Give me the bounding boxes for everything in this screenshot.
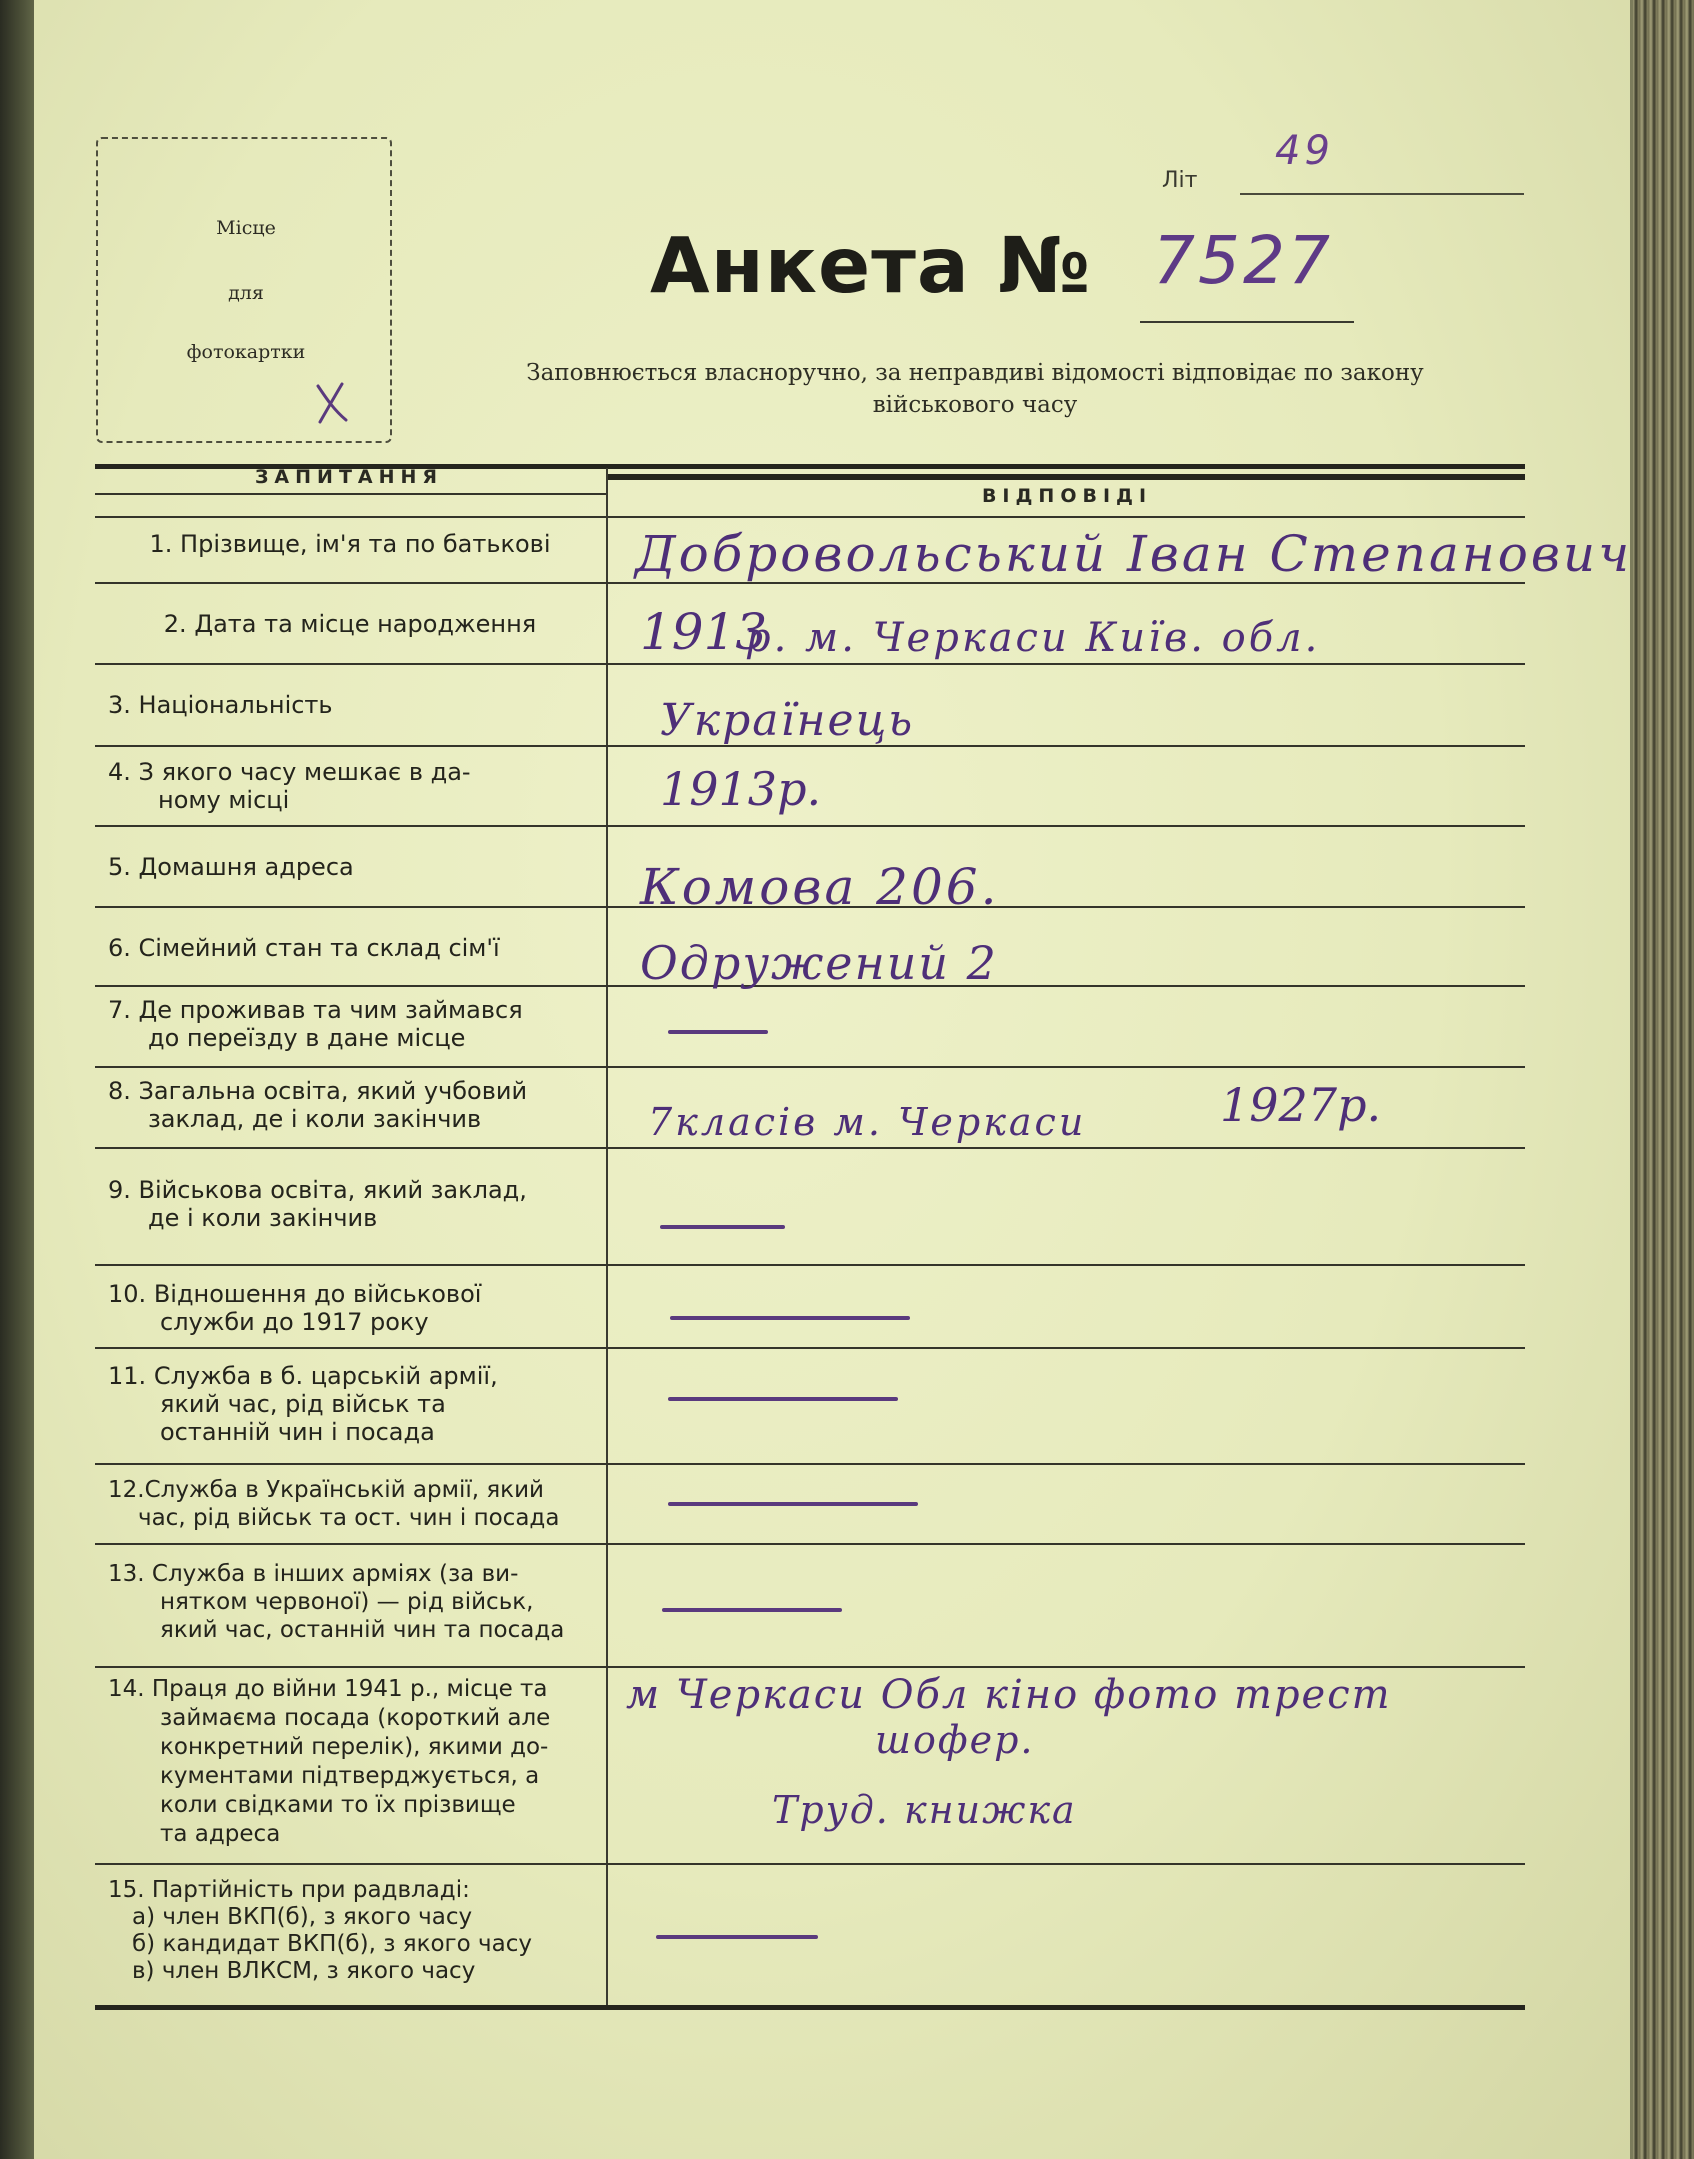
question-number: 10. <box>108 1280 147 1308</box>
answer-11-dash <box>668 1397 898 1401</box>
question-7 <box>100 996 606 1052</box>
answer-7-dash <box>668 1030 768 1034</box>
question-text: Партійність при радвладі: <box>151 1877 470 1903</box>
form-number-handwritten: 7527 <box>1153 222 1333 299</box>
question-text: заклад, де і коли закінчив <box>148 1105 482 1133</box>
answer-8-school: 7класів м. Черкаси <box>648 1100 1087 1144</box>
question-10 <box>100 1280 606 1336</box>
row-rule <box>95 1666 1525 1668</box>
row-rule <box>95 1347 1525 1349</box>
row-rule <box>95 1863 1525 1865</box>
table-bottom-rule <box>95 2005 1525 2010</box>
question-text: останній чин і посада <box>160 1418 435 1446</box>
question-text: Домашня адреса <box>138 853 354 881</box>
question-text: який час, рід військ та <box>160 1390 446 1418</box>
question-number: 7. <box>108 996 131 1024</box>
question-text: служби до 1917 року <box>160 1308 429 1336</box>
question-5 <box>100 853 606 881</box>
title-number-underline <box>1140 321 1354 323</box>
question-text: нятком червоної) — рід військ, <box>160 1589 534 1615</box>
sheet-label: Літ <box>1162 168 1198 193</box>
question-number: 5. <box>108 853 131 881</box>
row-rule <box>95 1066 1525 1068</box>
question-number: 3. <box>108 691 131 719</box>
row-rule <box>95 825 1525 827</box>
page-stack-edge <box>1630 0 1694 2159</box>
answer-1-full-name: Добровольський Іван Степанович <box>635 525 1633 583</box>
answer-10-dash <box>670 1316 910 1320</box>
question-12 <box>100 1476 606 1532</box>
question-number: 9. <box>108 1176 131 1204</box>
handwritten-x-mark <box>312 378 352 426</box>
question-1 <box>100 530 606 558</box>
sheet-underline <box>1240 193 1524 195</box>
form-instructions <box>430 357 1520 421</box>
answer-3-nationality: Українець <box>660 695 915 746</box>
question-text: б) кандидат ВКП(б), з якого часу <box>132 1931 532 1957</box>
instructions-line2: військового часу <box>872 392 1078 418</box>
question-text: Служба в б. царській армії, <box>153 1362 498 1390</box>
answers-column-header: ВІДПОВІДІ <box>981 485 1153 507</box>
questions-column-header: ЗАПИТАННЯ <box>254 466 444 488</box>
answer-14-line1: м Черкаси Обл кіно фото трест <box>626 1672 1392 1718</box>
right-header-rule <box>606 474 1525 480</box>
photo-label-line2: для <box>228 282 264 304</box>
header-bottom-rule <box>95 516 1525 518</box>
answer-4-since-when: 1913р. <box>660 762 822 816</box>
question-text: займаєма посада (короткий але <box>160 1705 551 1731</box>
question-text: Загальна освіта, який учбовий <box>138 1077 528 1105</box>
question-3 <box>100 691 606 719</box>
question-text: ному місці <box>158 786 290 814</box>
row-rule <box>95 1264 1525 1266</box>
row-rule <box>95 1543 1525 1545</box>
question-text: Де проживав та чим займався <box>138 996 523 1024</box>
question-number: 14. <box>108 1676 145 1702</box>
photo-label-line3: фотокартки <box>186 341 306 363</box>
question-text: де і коли закінчив <box>148 1204 378 1232</box>
question-14 <box>100 1675 606 1849</box>
question-text: З якого часу мешкає в да- <box>138 758 471 786</box>
photo-label-line1: Місце <box>216 217 276 239</box>
question-6 <box>100 934 606 962</box>
question-text: час, рід військ та ост. чин і посада <box>138 1505 560 1531</box>
question-text: Сімейний стан та склад сім'ї <box>138 934 500 962</box>
question-8 <box>100 1077 606 1133</box>
question-number: 11. <box>108 1362 147 1390</box>
answer-14-line3: Труд. книжка <box>772 1788 1077 1832</box>
question-text: конкретний перелік), якими до- <box>160 1734 549 1760</box>
question-9 <box>100 1176 606 1232</box>
question-text: Військова освіта, який заклад, <box>138 1176 527 1204</box>
question-15 <box>100 1877 606 1985</box>
form-title: Анкета № <box>650 222 1092 311</box>
instructions-line1: Заповнюється власноручно, за неправдиві відомості відповідає по закону <box>526 360 1424 386</box>
answer-14-line2: шофер. <box>875 1718 1035 1762</box>
question-text: Дата та місце народження <box>194 610 537 638</box>
row-rule <box>95 1147 1525 1149</box>
sheet-number-handwritten: 49 <box>1275 128 1334 174</box>
question-text: а) член ВКП(б), з якого часу <box>132 1904 473 1930</box>
question-text: в) член ВЛКСМ, з якого часу <box>132 1958 476 1984</box>
answer-2-birth-year: 1913 <box>640 603 768 661</box>
answer-8-year: 1927р. <box>1220 1078 1382 1132</box>
question-text: та адреса <box>160 1821 281 1847</box>
question-number: 13. <box>108 1561 145 1587</box>
answer-9-dash <box>660 1225 785 1229</box>
answer-15-dash <box>656 1935 818 1939</box>
question-text: який час, останній чин та посада <box>160 1617 565 1643</box>
question-number: 6. <box>108 934 131 962</box>
answer-6-family-status: Одружений 2 <box>640 936 998 990</box>
question-number: 12. <box>108 1477 145 1503</box>
question-number: 1. <box>149 530 173 558</box>
question-13 <box>100 1560 606 1644</box>
question-number: 15. <box>108 1877 145 1903</box>
question-text: кументами підтверджується, а <box>160 1763 540 1789</box>
question-text: Праця до війни 1941 р., місце та <box>151 1676 548 1702</box>
answer-13-dash <box>662 1608 842 1612</box>
row-rule <box>95 1463 1525 1465</box>
question-text: Національність <box>138 691 333 719</box>
answer-2-birth-place: р. м. Черкаси Київ. обл. <box>745 615 1321 661</box>
question-text: до переїзду в дане місце <box>148 1024 466 1052</box>
answer-5-address: Комова 206. <box>640 858 1000 916</box>
question-text: коли свідками то їх прізвище <box>160 1792 516 1818</box>
answer-12-dash <box>668 1502 918 1506</box>
question-text: Відношення до військової <box>153 1280 482 1308</box>
question-11 <box>100 1362 606 1446</box>
column-divider <box>606 468 608 2008</box>
question-text: Служба в Українській армії, який <box>144 1477 544 1503</box>
question-4 <box>100 758 606 814</box>
question-text: Служба в інших арміях (за ви- <box>151 1561 519 1587</box>
question-number: 4. <box>108 758 131 786</box>
row-rule <box>95 663 1525 665</box>
question-number: 8. <box>108 1077 131 1105</box>
question-number: 2. <box>163 610 187 638</box>
left-header-rule <box>95 493 606 495</box>
question-2 <box>100 610 606 638</box>
question-text: Прізвище, ім'я та по батькові <box>180 530 551 558</box>
